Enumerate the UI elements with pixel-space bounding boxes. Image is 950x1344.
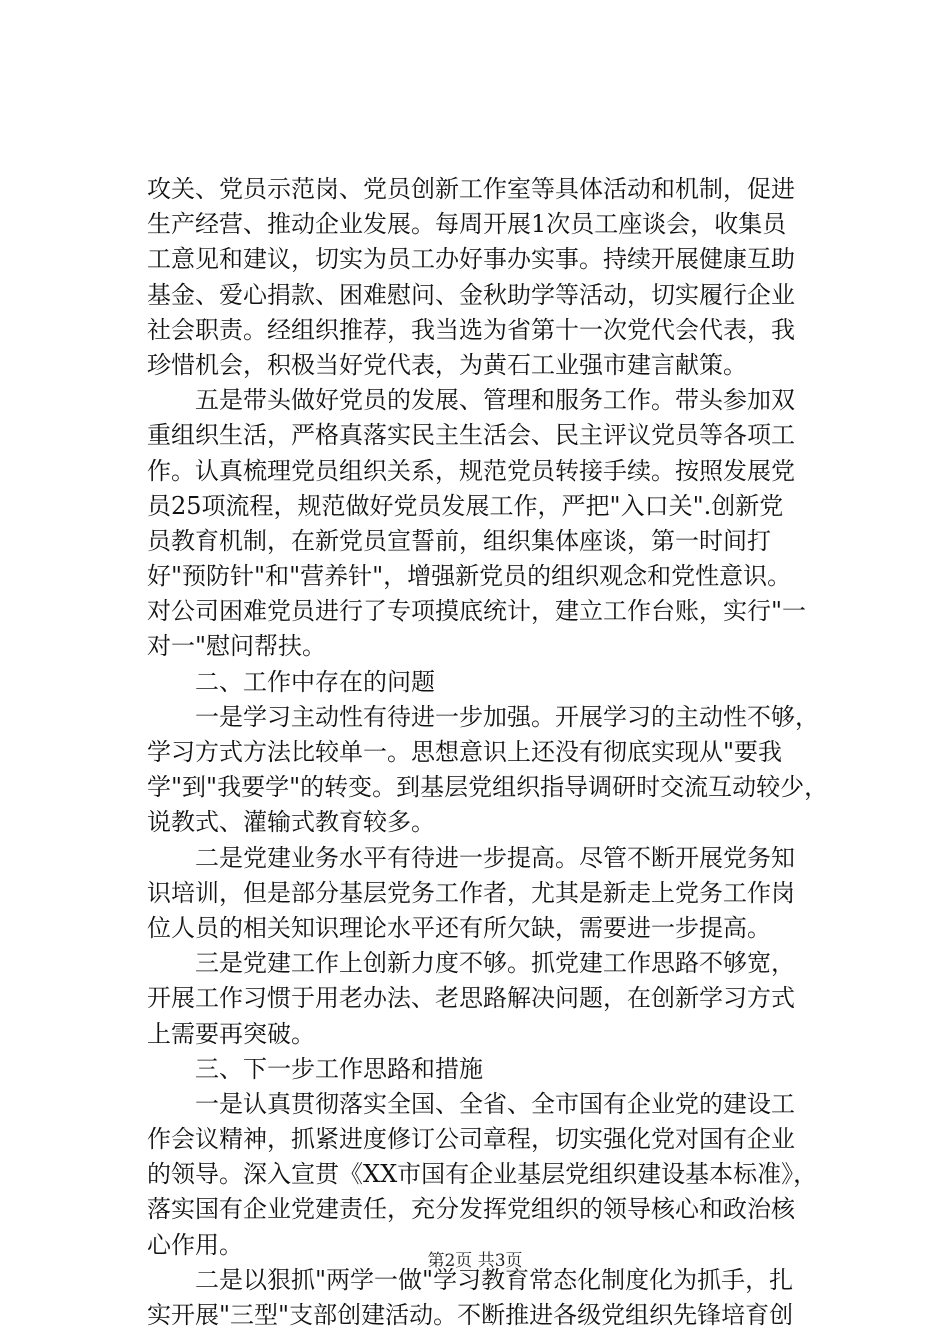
text-line: 位人员的相关知识理论水平还有所欠缺，需要进一步提高。 xyxy=(147,913,771,942)
text-line: 员25项流程，规范做好党员发展工作，严把"入口关".创新党 xyxy=(147,491,784,520)
text-line: 学习方式方法比较单一。思想意识上还没有彻底实现从"要我 xyxy=(147,738,783,766)
text-line: 落实国有企业党建责任，充分发挥党组织的领导核心和政治核 xyxy=(147,1195,795,1224)
text-line: 三、下一步工作思路和措施 xyxy=(147,1054,483,1083)
text-line: 员教育机制，在新党员宣誓前，组织集体座谈，第一时间打 xyxy=(147,526,771,555)
document-body xyxy=(147,172,829,1333)
text-line: 作会议精神，抓紧进度修订公司章程，切实强化党对国有企业 xyxy=(147,1125,795,1154)
text-line: 攻关、党员示范岗、党员创新工作室等具体活动和机制，促进 xyxy=(147,175,795,203)
text-line: 作。认真梳理党员组织关系，规范党员转接手续。按照发展党 xyxy=(147,456,795,485)
page-footer: 第2页 共3页 xyxy=(427,1251,523,1271)
text-line: 二是以狠抓"两学一做"学习教育常态化制度化为抓手，扎 xyxy=(147,1265,794,1294)
text-line: 重组织生活，严格真落实民主生活会、民主评议党员等各项工 xyxy=(147,421,795,450)
text-line: 说教式、灌输式教育较多。 xyxy=(147,808,435,837)
text-line: 心作用。 xyxy=(147,1230,243,1259)
text-line: 二是党建业务水平有待进一步提高。尽管不断开展党务知 xyxy=(147,843,795,872)
text-line: 二、工作中存在的问题 xyxy=(147,667,435,696)
text-line: 一是认真贯彻落实全国、全省、全市国有企业党的建设工 xyxy=(147,1089,795,1118)
text-line: 实开展"三型"支部创建活动。不断推进各级党组织先锋培育创 xyxy=(147,1301,794,1329)
text-line: 学"到"我要学"的转变。到基层党组织指导调研时交流互动较少， xyxy=(147,773,829,802)
text-line: 基金、爱心捐款、困难慰问、金秋助学等活动，切实履行企业 xyxy=(147,280,795,309)
text-line: 的领导。深入宣贯《XX市国有企业基层党组织建设基本标准》， xyxy=(147,1160,818,1189)
text-line: 生产经营、推动企业发展。每周开展1次员工座谈会，收集员 xyxy=(147,210,787,239)
text-line: 好"预防针"和"营养针"，增强新党员的组织观念和党性意识。 xyxy=(147,562,792,591)
text-line: 开展工作习惯于用老办法、老思路解决问题，在创新学习方式 xyxy=(147,984,795,1013)
text-line: 三是党建工作上创新力度不够。抓党建工作思路不够宽， xyxy=(147,949,795,978)
text-line: 对公司困难党员进行了专项摸底统计，建立工作台账，实行"一 xyxy=(147,597,807,626)
text-line: 对一"慰问帮扶。 xyxy=(147,632,327,661)
text-line: 工意见和建议，切实为员工办好事办实事。持续开展健康互助 xyxy=(147,245,795,274)
text-line: 一是学习主动性有待进一步加强。开展学习的主动性不够， xyxy=(147,702,819,731)
text-line: 珍惜机会，积极当好党代表，为黄石工业强市建言献策。 xyxy=(147,350,747,379)
text-line: 社会职责。经组织推荐，我当选为省第十一次党代会代表，我 xyxy=(147,315,795,344)
text-line: 识培训，但是部分基层党务工作者，尤其是新走上党务工作岗 xyxy=(147,878,795,907)
text-line: 上需要再突破。 xyxy=(147,1019,315,1048)
text-line: 五是带头做好党员的发展、管理和服务工作。带头参加双 xyxy=(147,386,795,415)
